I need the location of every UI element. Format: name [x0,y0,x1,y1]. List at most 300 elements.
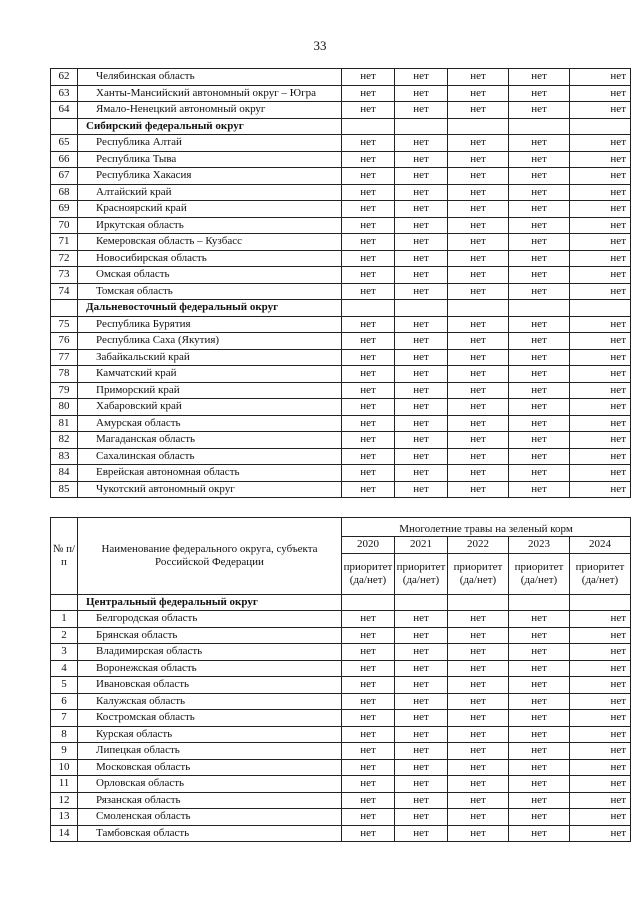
row-number: 8 [51,726,78,743]
region-name: Приморский край [78,382,342,399]
table-row [51,234,631,251]
region-name: Ямало-Ненецкий автономный округ [78,102,342,119]
table-row [51,743,631,760]
priority-value: нет [509,677,570,694]
priority-value: нет [509,151,570,168]
region-name: Липецкая область [78,743,342,760]
table-row [51,792,631,809]
priority-value: нет [509,759,570,776]
table-row [51,168,631,185]
region-name: Еврейская автономная область [78,465,342,482]
priority-value: нет [342,481,395,498]
year-header: 2023 [509,537,570,554]
year-header: 2020 [342,537,395,554]
priority-value: нет [448,776,509,793]
table-row [51,481,631,498]
district-row [51,118,631,135]
priority-value: нет [570,809,631,826]
priority-value: нет [570,660,631,677]
priority-value: нет [342,382,395,399]
table-row [51,250,631,267]
priority-value: нет [448,611,509,628]
row-number: 85 [51,481,78,498]
priority-value: нет [509,743,570,760]
priority-subheader: приоритет (да/нет) [509,553,570,594]
priority-value: нет [448,399,509,416]
table-row [51,399,631,416]
region-name: Республика Хакасия [78,168,342,185]
region-name: Республика Алтай [78,135,342,152]
priority-value: нет [395,382,448,399]
priority-value: нет [395,693,448,710]
priority-value: нет [509,776,570,793]
row-number: 79 [51,382,78,399]
priority-value: нет [509,201,570,218]
district-name: Дальневосточный федеральный округ [78,300,342,317]
row-number: 7 [51,710,78,727]
priority-value: нет [570,382,631,399]
priority-value: нет [342,611,395,628]
empty-cell [570,300,631,317]
empty-cell [342,118,395,135]
row-number: 3 [51,644,78,661]
priority-value: нет [509,69,570,86]
priority-value: нет [448,693,509,710]
empty-cell [509,300,570,317]
priority-value: нет [509,168,570,185]
priority-value: нет [395,776,448,793]
region-name: Курская область [78,726,342,743]
priority-value: нет [448,481,509,498]
priority-value: нет [509,217,570,234]
region-name: Амурская область [78,415,342,432]
priority-value: нет [570,168,631,185]
priority-value: нет [342,432,395,449]
row-number: 66 [51,151,78,168]
priority-value: нет [395,792,448,809]
row-number: 68 [51,184,78,201]
priority-value: нет [395,217,448,234]
table-row [51,267,631,284]
priority-value: нет [448,168,509,185]
region-name: Ивановская область [78,677,342,694]
priority-value: нет [342,250,395,267]
row-number: 70 [51,217,78,234]
priority-value: нет [342,644,395,661]
region-name: Челябинская область [78,69,342,86]
table-row [51,85,631,102]
row-number: 4 [51,660,78,677]
priority-value: нет [342,316,395,333]
priority-value: нет [395,333,448,350]
header-row-group [51,518,631,537]
priority-value: нет [395,743,448,760]
region-name: Республика Саха (Якутия) [78,333,342,350]
priority-value: нет [395,660,448,677]
table-row [51,151,631,168]
table-row [51,366,631,383]
priority-value: нет [448,743,509,760]
table-row [51,102,631,119]
region-name: Иркутская область [78,217,342,234]
table-row [51,710,631,727]
priority-value: нет [509,481,570,498]
priority-value: нет [395,481,448,498]
empty-cell [342,300,395,317]
row-number: 71 [51,234,78,251]
priority-value: нет [342,776,395,793]
table-row [51,809,631,826]
priority-value: нет [342,217,395,234]
priority-value: нет [448,792,509,809]
priority-value: нет [509,250,570,267]
priority-value: нет [448,135,509,152]
priority-value: нет [448,677,509,694]
priority-value: нет [448,85,509,102]
priority-value: нет [448,366,509,383]
priority-value: нет [570,69,631,86]
row-number: 72 [51,250,78,267]
priority-value: нет [448,809,509,826]
priority-value: нет [342,267,395,284]
priority-value: нет [395,726,448,743]
priority-value: нет [448,267,509,284]
row-number: 14 [51,825,78,842]
district-name: Центральный федеральный округ [78,594,342,611]
row-number: 77 [51,349,78,366]
priority-value: нет [342,333,395,350]
empty-cell [342,594,395,611]
row-number: 6 [51,693,78,710]
priority-value: нет [509,825,570,842]
region-name: Камчатский край [78,366,342,383]
year-header: 2022 [448,537,509,554]
priority-value: нет [395,151,448,168]
row-number: 10 [51,759,78,776]
region-name: Орловская область [78,776,342,793]
priority-value: нет [570,151,631,168]
priority-subheader: приоритет (да/нет) [342,553,395,594]
region-name: Брянская область [78,627,342,644]
priority-value: нет [570,135,631,152]
priority-value: нет [342,69,395,86]
priority-value: нет [342,151,395,168]
priority-value: нет [395,250,448,267]
priority-value: нет [342,349,395,366]
row-number: 63 [51,85,78,102]
priority-value: нет [570,102,631,119]
table-row [51,316,631,333]
row-number: 11 [51,776,78,793]
num-column-header: № п/п [51,518,78,595]
empty-cell [570,118,631,135]
region-name: Алтайский край [78,184,342,201]
table-row [51,432,631,449]
table-row [51,448,631,465]
table-row [51,627,631,644]
district-row [51,300,631,317]
priority-value: нет [395,69,448,86]
priority-value: нет [509,432,570,449]
priority-value: нет [570,743,631,760]
table-row [51,69,631,86]
row-number: 83 [51,448,78,465]
empty-cell [448,594,509,611]
row-number: 12 [51,792,78,809]
row-number [51,118,78,135]
row-number: 64 [51,102,78,119]
priority-value: нет [448,217,509,234]
priority-value: нет [448,184,509,201]
priority-value: нет [509,333,570,350]
table-row [51,693,631,710]
row-number: 13 [51,809,78,826]
row-number: 2 [51,627,78,644]
table-row [51,677,631,694]
table-row [51,382,631,399]
priority-value: нет [342,168,395,185]
row-number: 65 [51,135,78,152]
priority-value: нет [570,677,631,694]
table-row [51,660,631,677]
priority-value: нет [448,415,509,432]
priority-value: нет [395,234,448,251]
priority-value: нет [509,693,570,710]
region-name: Костромская область [78,710,342,727]
row-number: 9 [51,743,78,760]
priority-value: нет [342,283,395,300]
priority-value: нет [448,234,509,251]
table-row [51,349,631,366]
priority-value: нет [448,201,509,218]
table-row [51,465,631,482]
priority-value: нет [342,660,395,677]
district-name: Сибирский федеральный округ [78,118,342,135]
priority-value: нет [395,432,448,449]
priority-value: нет [509,809,570,826]
priority-value: нет [509,792,570,809]
priority-value: нет [509,465,570,482]
region-name: Воронежская область [78,660,342,677]
region-name: Забайкальский край [78,349,342,366]
priority-value: нет [448,644,509,661]
table-row [51,726,631,743]
year-header: 2024 [570,537,631,554]
table-row [51,135,631,152]
priority-value: нет [509,135,570,152]
priority-value: нет [395,349,448,366]
priority-value: нет [570,644,631,661]
region-name: Хабаровский край [78,399,342,416]
priority-value: нет [570,250,631,267]
priority-value: нет [570,448,631,465]
priority-value: нет [448,465,509,482]
row-number: 80 [51,399,78,416]
priority-value: нет [509,710,570,727]
region-name: Сахалинская область [78,448,342,465]
priority-value: нет [342,366,395,383]
priority-value: нет [570,184,631,201]
grass-priority-table [50,517,631,842]
region-name: Омская область [78,267,342,284]
priority-subheader: приоритет (да/нет) [395,553,448,594]
priority-value: нет [509,316,570,333]
region-name: Красноярский край [78,201,342,218]
priority-value: нет [448,660,509,677]
priority-value: нет [395,399,448,416]
priority-value: нет [448,382,509,399]
row-number: 74 [51,283,78,300]
row-number: 81 [51,415,78,432]
priority-value: нет [342,726,395,743]
priority-value: нет [342,184,395,201]
priority-value: нет [509,399,570,416]
region-name: Московская область [78,759,342,776]
priority-value: нет [448,432,509,449]
priority-value: нет [342,465,395,482]
region-name: Магаданская область [78,432,342,449]
priority-value: нет [342,399,395,416]
empty-cell [395,300,448,317]
table-row [51,217,631,234]
priority-value: нет [570,759,631,776]
table-row [51,611,631,628]
priority-value: нет [509,627,570,644]
priority-value: нет [448,710,509,727]
priority-value: нет [570,481,631,498]
region-name: Калужская область [78,693,342,710]
row-number: 78 [51,366,78,383]
priority-value: нет [509,611,570,628]
priority-subheader: приоритет (да/нет) [448,553,509,594]
region-name: Белгородская область [78,611,342,628]
region-name: Республика Тыва [78,151,342,168]
page-number: 33 [313,38,327,53]
row-number [51,300,78,317]
priority-value: нет [509,366,570,383]
row-number: 76 [51,333,78,350]
priority-value: нет [448,283,509,300]
priority-value: нет [342,234,395,251]
priority-value: нет [395,677,448,694]
table-row [51,283,631,300]
row-number: 1 [51,611,78,628]
priority-value: нет [395,611,448,628]
priority-value: нет [448,333,509,350]
priority-value: нет [395,267,448,284]
priority-value: нет [342,693,395,710]
priority-value: нет [570,415,631,432]
priority-value: нет [342,809,395,826]
priority-value: нет [395,644,448,661]
priority-value: нет [509,726,570,743]
priority-value: нет [509,102,570,119]
priority-value: нет [570,465,631,482]
priority-value: нет [395,448,448,465]
region-name: Кемеровская область – Кузбасс [78,234,342,251]
priority-value: нет [342,85,395,102]
priority-value: нет [342,415,395,432]
priority-value: нет [395,184,448,201]
region-name: Тамбовская область [78,825,342,842]
priority-value: нет [509,234,570,251]
table-row [51,201,631,218]
priority-value: нет [448,316,509,333]
priority-value: нет [570,217,631,234]
priority-value: нет [342,759,395,776]
row-number: 67 [51,168,78,185]
year-header: 2021 [395,537,448,554]
priority-value: нет [509,660,570,677]
priority-value: нет [342,627,395,644]
group-header: Многолетние травы на зеленый корм [342,518,631,537]
priority-value: нет [395,102,448,119]
table-row [51,644,631,661]
priority-value: нет [570,627,631,644]
priority-value: нет [395,201,448,218]
priority-value: нет [570,366,631,383]
priority-value: нет [448,759,509,776]
priority-value: нет [395,627,448,644]
priority-value: нет [509,448,570,465]
priority-value: нет [509,382,570,399]
priority-value: нет [570,432,631,449]
priority-value: нет [448,69,509,86]
priority-value: нет [448,448,509,465]
empty-cell [395,594,448,611]
name-column-header: Наименование федерального округа, субъекта Российской Федерации [78,518,342,595]
row-number: 5 [51,677,78,694]
priority-value: нет [395,825,448,842]
region-name: Томская область [78,283,342,300]
priority-value: нет [570,611,631,628]
priority-value: нет [448,825,509,842]
priority-value: нет [395,809,448,826]
priority-value: нет [395,710,448,727]
priority-value: нет [395,316,448,333]
priority-value: нет [570,283,631,300]
priority-value: нет [342,448,395,465]
priority-value: нет [448,627,509,644]
empty-cell [570,594,631,611]
priority-value: нет [448,250,509,267]
table-row [51,776,631,793]
priority-value: нет [570,399,631,416]
priority-subheader: приоритет (да/нет) [570,553,631,594]
priority-value: нет [342,710,395,727]
priority-value: нет [570,693,631,710]
row-number: 84 [51,465,78,482]
priority-value: нет [509,644,570,661]
priority-value: нет [395,85,448,102]
priority-value: нет [395,759,448,776]
priority-value: нет [448,151,509,168]
priority-value: нет [509,85,570,102]
priority-value: нет [395,415,448,432]
priority-value: нет [570,234,631,251]
priority-value: нет [448,726,509,743]
priority-value: нет [395,283,448,300]
priority-value: нет [570,201,631,218]
region-name: Чукотский автономный округ [78,481,342,498]
priority-value: нет [342,743,395,760]
row-number: 73 [51,267,78,284]
region-name: Ханты-Мансийский автономный округ – Югра [78,85,342,102]
priority-value: нет [342,677,395,694]
region-name: Смоленская область [78,809,342,826]
row-number [51,594,78,611]
table-row [51,333,631,350]
